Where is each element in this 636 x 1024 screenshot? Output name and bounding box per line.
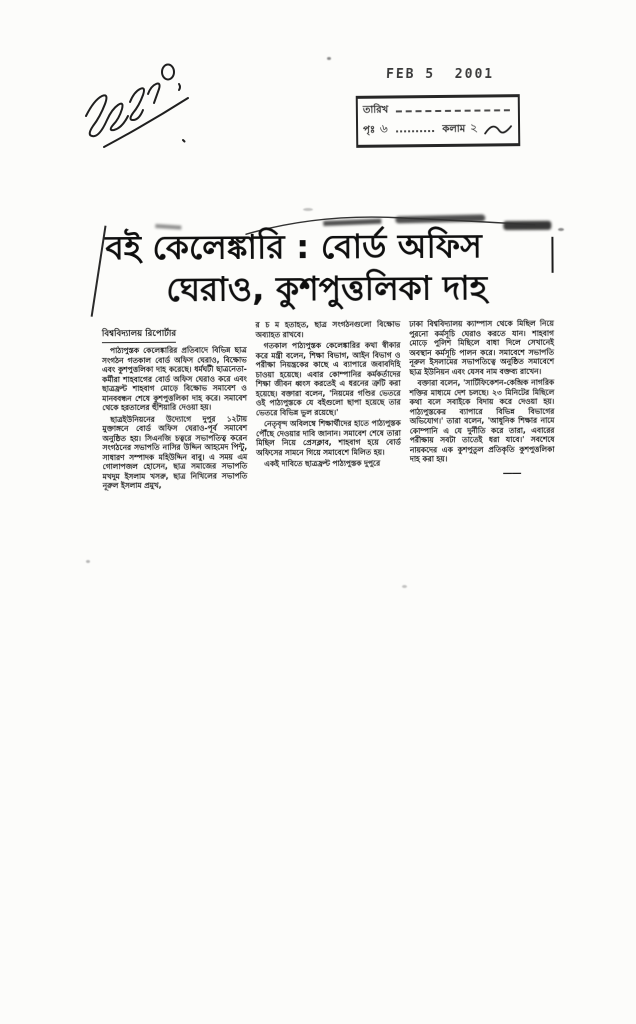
- article-end-mark: ——: [502, 467, 521, 479]
- paragraph: নেতৃবৃন্দ অবিলম্বে শিক্ষার্থীদের হাতে পাঠ্যপুস্তক পৌঁছে দেওয়ার দাবি জানান। সমাবেশ শেষে তারা মিছিল নিয়ে প্রেসক্লাব, শাহবাগ হয়ে বোর্ড অফিসের সামনে গিয়ে সমাবেশে মিলিত হয়।: [256, 418, 401, 457]
- scan-speck: [402, 585, 407, 588]
- stamp-page-label: পৃঃ: [363, 124, 376, 136]
- article-body-columns: [96, 319, 555, 493]
- headline-line-2: ঘেরাও, কুশপুত্তলিকা দাহ: [166, 268, 488, 309]
- headline-line-1: বই কেলেঙ্কারি : বোর্ড অফিস: [105, 226, 482, 268]
- scan-speck: [327, 57, 331, 60]
- date-stamp: FEB 5 2001: [385, 67, 495, 82]
- paragraph: ছাত্রইউনিয়নের উদ্যোগে দুপুর ১২টায় মুক্তাঙ্গনে বোর্ড অফিস ঘেরাও-পূর্ব সমাবেশ অনুষ্ঠিত হয়। সিএনজি চত্বরে সভাপতিত্ব করেন সংগঠনের সভাপতি নাসির উদ্দিন আহমেদ পিন্টু, সাধারণ সম্পাদক মহিউদ্দিন বাবু। এ সময় এম গোলাপজল হোসেন, ছাত্র সমাজের সভাপতি মখদুম ইসলাম খসরু, ছাত্র নিখিলের সভাপতি নূরুল ইসলাম প্রমুখ,: [102, 413, 248, 491]
- scan-speck: [303, 208, 313, 211]
- article-column-1: [102, 320, 248, 492]
- stamp-column-handwritten-value: ২: [469, 120, 479, 136]
- scan-speck: [86, 560, 90, 563]
- paragraph: একই দাবিতে ছাত্রফ্রন্ট পাঠ্যপুস্তক দুপুরে: [264, 458, 381, 469]
- stamp-date-leader-line: [396, 108, 510, 112]
- stamp-leader-line: [396, 129, 434, 132]
- article-column-2: [256, 320, 402, 492]
- stamp-date-row: [363, 101, 513, 120]
- clipping-edge-tick: [551, 237, 553, 273]
- newspaper-clipping: [95, 213, 554, 493]
- paragraph: র চ ম হতাহত, ছাত্র সংগঠনগুলো বিক্ষোভ অব্যাহত রাখবে।: [255, 319, 401, 339]
- article-headline: [95, 213, 554, 315]
- stamp-page-column-row: [363, 119, 513, 141]
- stamp-column-label: কলাম: [442, 123, 466, 135]
- paragraph: পাঠ্যপুস্তক কেলেঙ্কারির প্রতিবাদে বিভিন্ন ছাত্র সংগঠন গতকাল বোর্ড অফিস ঘেরাও, বিক্ষোভ এবং কুশপুত্তলিকা দাহ করেছে। ধর্মঘটী ছাত্রনেতা-কর্মীরা শাহবাগের বোর্ড অফিস ঘেরাও করে এবং ছাত্রফ্রন্ট শাহবাগ মোড়ে বিক্ষোভ সমাবেশ ও মানববন্ধন শেষে কুশপুত্তলিকা দাহ করে। সমাবেশ থেকে হরতালের হুঁশিয়ারি দেওয়া হয়।: [102, 345, 247, 413]
- stamp-date-label: তারিখ: [362, 104, 389, 116]
- handwritten-swirl-mark: [483, 121, 513, 137]
- paragraph: ঢাকা বিশ্ববিদ্যালয় ক্যাম্পাস থেকে মিছিল নিয়ে পুরনো কর্মসূচি ঘেরাও করতে যান। শাহবাগ মোড়ে পুলিশ মিছিলে বাধা দিলে সেখানেই অবস্থান কর্মসূচি পালন করে। সমাবেশে সভাপতি নূরুল ইসলামের সভাপতিত্বে অনুষ্ঠিত সমাবেশে ছাত্র ইউনিয়ন এবং যেসব নাম বক্তব্য রাখেন।: [409, 318, 555, 377]
- paragraph: বক্তারা বলেন, 'সার্টিফিকেশন-কেন্দ্রিক নাগরিক শক্তির মাধ্যমে দেশ চলছে। ২৩ মিনিটের মিছিলে কথা বলে সবাইকে বিদায় করে দেওয়া হয়। পাঠ্যপুস্তকের ব্যাপারে বিভিন্ন বিভাগের অভিযোগ।' তারা বলেন, 'আধুনিক শিক্ষার নামে কোম্পানি এ যে দুর্নীতি করে তারা, এবারের পরীক্ষায় সবটা তাতেই ধরা যাবে।' সবশেষে নায়কদের এক কুশপুতুল প্রতিকৃতি কুশপুত্তলিকা দাহ করা হয়।: [409, 377, 555, 464]
- archive-stamp-box: [356, 94, 521, 148]
- byline: বিশ্ববিদ্যালয় রিপোর্টার: [102, 327, 176, 343]
- stamp-page-handwritten-value: ৬: [379, 121, 389, 137]
- paragraph: গতকাল পাঠ্যপুস্তক কেলেঙ্কারির কথা স্বীকার করে মন্ত্রী বলেন, শিক্ষা বিভাগ, আইন বিভাগ ও পরীক্ষা নিয়ন্ত্রকের কাছে এ ব্যাপারে জবাবদিহি চাওয়া হয়েছে। এবার কোম্পানির কর্মকর্তাদের শিক্ষা জীবন ধ্বংস করতেই এ ধরনের ত্রুটি করা হয়েছে। বক্তারা বলেন, 'নিয়মের গণ্ডির ভেতরে ওই পাঠ্যপুস্তকে যে বইগুলো ছাপা হয়েছে তার ভেতরে বিভিন্ন ভুল রয়েছে।': [255, 340, 401, 417]
- article-column-3: [409, 319, 555, 491]
- handwritten-scribble: [52, 42, 197, 167]
- scan-speck: [558, 228, 564, 231]
